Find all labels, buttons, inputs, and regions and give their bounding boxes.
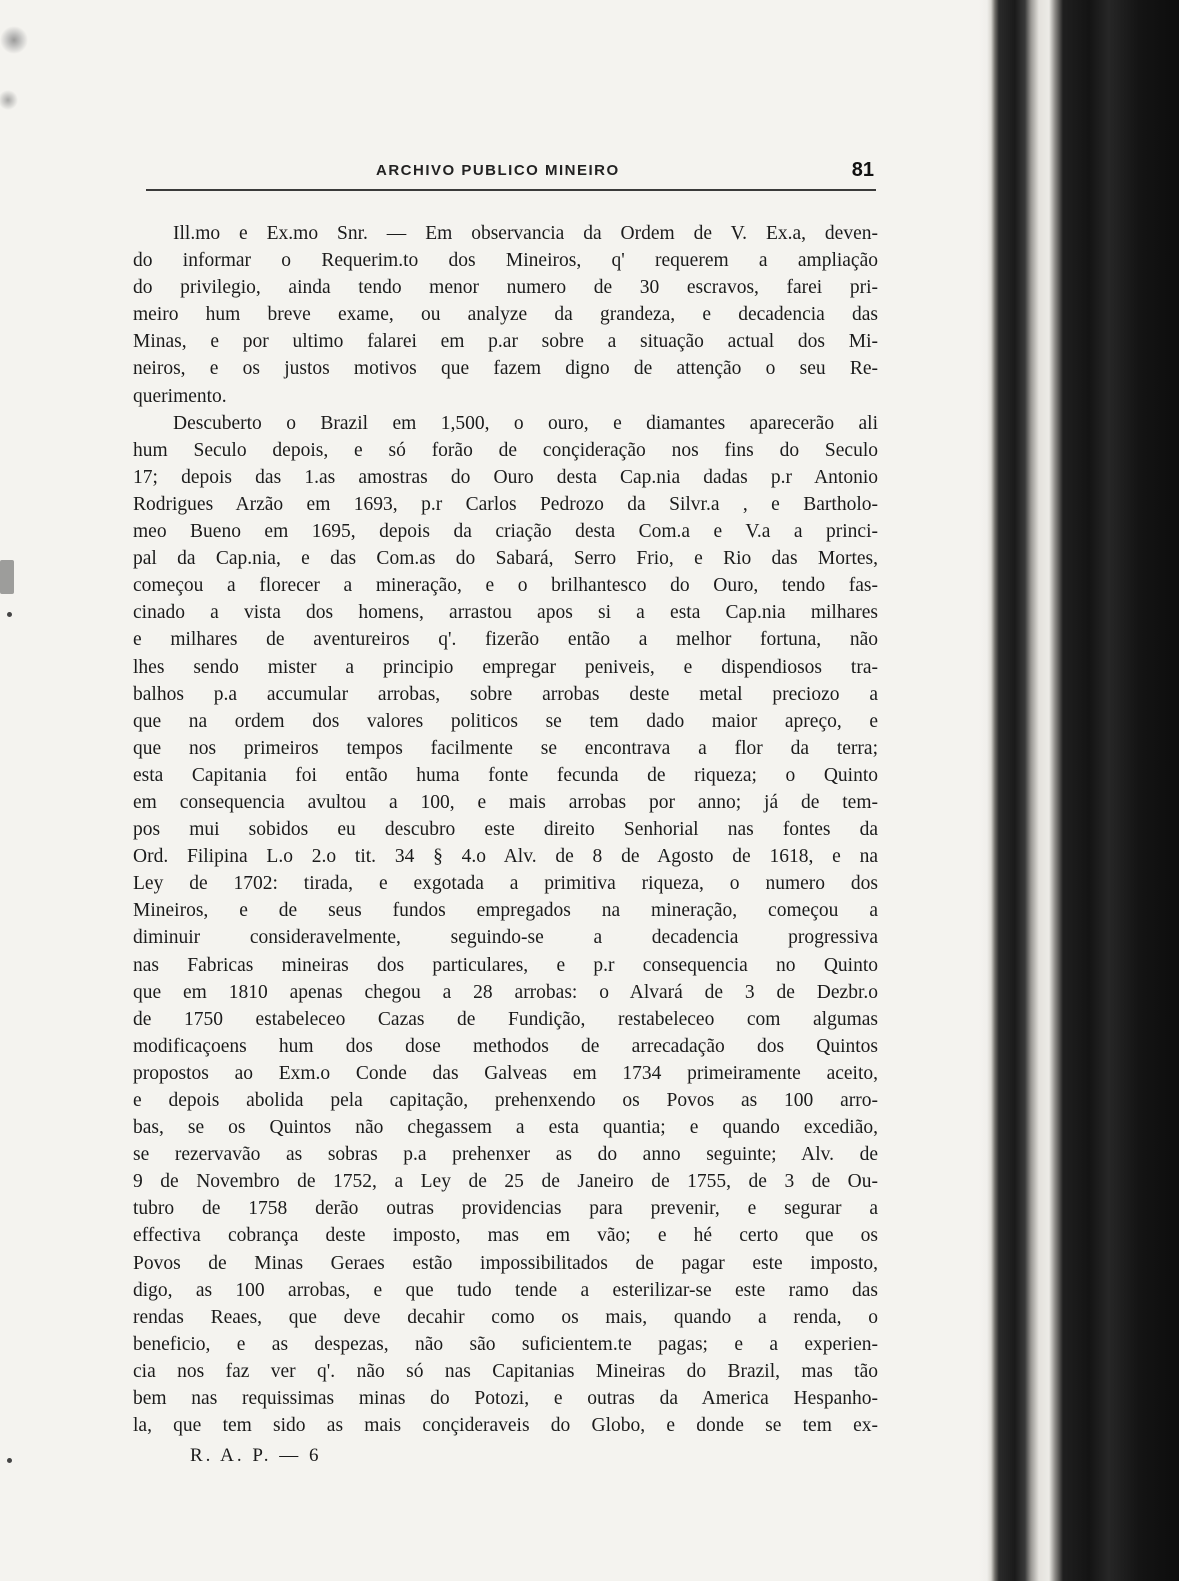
page-number: 81	[851, 159, 874, 181]
text-line: meiro hum breve exame, ou analyze da grandeza, e decadencia das	[133, 304, 878, 326]
scan-dot	[7, 612, 12, 617]
text-line: em consequencia avultou a 100, e mais arrobas por anno; já de tem-	[133, 791, 878, 813]
text-line: balhos p.a accumular arrobas, sobre arrobas deste metal preciozo a	[133, 683, 878, 705]
text-line: que na ordem dos valores politicos se tem dado maior apreço, e	[133, 710, 878, 732]
text-line: se rezervavão as sobras p.a prehenxer as do anno seguinte; Alv. de	[133, 1144, 878, 1166]
text-line: que nos primeiros tempos facilmente se encontrava a flor da terra;	[133, 737, 878, 759]
text-line: la, que tem sido as mais conçideraveis do Globo, e donde se tem ex-	[133, 1415, 878, 1437]
text-line: do informar o Requerim.to dos Mineiros, q' requerem a ampliação	[133, 250, 878, 272]
text-line: querimento.	[133, 385, 227, 407]
text-line: de 1750 estabeleceo Cazas de Fundição, restabeleceo com algumas	[133, 1008, 878, 1030]
text-line: Minas, e por ultimo falarei em p.ar sobre a situação actual dos Mi-	[133, 331, 878, 353]
text-line: Ord. Filipina L.o 2.o tit. 34 § 4.o Alv. de 8 de Agosto de 1618, e na	[133, 846, 878, 868]
text-line: Ley de 1702: tirada, e exgotada a primitiva riqueza, o numero dos	[133, 873, 878, 895]
text-line: diminuir consideravelmente, seguindo-se a decadencia progressiva	[133, 927, 878, 949]
text-line: pos mui sobidos eu descubro este direito Senhorial nas fontes da	[133, 819, 878, 841]
text-line: lhes sendo mister a principio empregar peniveis, e dispendiosos tra-	[133, 656, 878, 678]
text-line: effectiva cobrança deste imposto, mas em vão; e hé certo que os	[133, 1225, 878, 1247]
text-line: tubro de 1758 derão outras providencias para prevenir, e segurar a	[133, 1198, 878, 1220]
running-header-title: ARCHIVO PUBLICO MINEIRO	[376, 162, 620, 179]
text-line: Rodrigues Arzão em 1693, p.r Carlos Pedrozo da Silvr.a , e Bartholo-	[133, 493, 878, 515]
text-line: 9 de Novembro de 1752, a Ley de 25 de Janeiro de 1755, de 3 de Ou-	[133, 1171, 878, 1193]
text-line: começou a florecer a mineração, e o brilhantesco do Ouro, tendo fas-	[133, 575, 878, 597]
text-line: Descuberto o Brazil em 1,500, o ouro, e diamantes aparecerão ali	[173, 412, 878, 434]
text-line: digo, as 100 arrobas, e que tudo tende a esterilizar-se este ramo das	[133, 1279, 878, 1301]
text-line: e depois abolida pela capitação, prehenxendo os Povos as 100 arro-	[133, 1090, 878, 1111]
running-header	[146, 156, 882, 190]
text-line: e milhares de aventureiros q'. fizerão então a melhor fortuna, não	[133, 629, 878, 651]
text-line: Ill.mo e Ex.mo Snr. — Em observancia da Ordem de V. Ex.a, deven-	[173, 223, 878, 244]
text-line: cinado a vista dos homens, arrastou apos si a esta Cap.nia milhares	[133, 602, 878, 624]
text-line: cia nos faz ver q'. não só nas Capitanias Mineiras do Brazil, mas tão	[133, 1360, 878, 1382]
text-line: bem nas requissimas minas do Potozi, e outras da America Hespanho-	[133, 1388, 878, 1410]
scan-margin-mark	[0, 560, 14, 594]
text-line: do privilegio, ainda tendo menor numero de 30 escravos, farei pri-	[133, 277, 878, 299]
text-line: esta Capitania foi então huma fonte fecunda de riqueza; o Quinto	[133, 764, 878, 786]
header-rule	[146, 189, 876, 191]
text-line: propostos ao Exm.o Conde das Galveas em 1734 primeiramente aceito,	[133, 1062, 878, 1084]
text-line: neiros, e os justos motivos que fazem digno de attenção o seu Re-	[133, 358, 878, 380]
book-gutter-shadow	[979, 0, 1179, 1581]
text-line: meo Bueno em 1695, depois da criação desta Com.a e V.a a princi-	[133, 521, 878, 543]
text-line: Povos de Minas Geraes estão impossibilitados de pagar este imposto,	[133, 1252, 878, 1274]
text-line: 17; depois das 1.as amostras do Ouro desta Cap.nia dadas p.r Antonio	[133, 466, 878, 488]
text-line: beneficio, e as despezas, não são suficientem.te pagas; e a experien-	[133, 1333, 878, 1355]
text-line: rendas Reaes, que deve decahir como os mais, quando a renda, o	[133, 1306, 878, 1328]
text-line: Mineiros, e de seus fundos empregados na mineração, começou a	[133, 900, 878, 922]
text-line: nas Fabricas mineiras dos particulares, e p.r consequencia no Quinto	[133, 954, 878, 976]
text-line: que em 1810 apenas chegou a 28 arrobas: o Alvará de 3 de Dezbr.o	[133, 981, 878, 1003]
text-line: hum Seculo depois, e só forão de conçideração nos fins do Seculo	[133, 439, 878, 461]
text-line: pal da Cap.nia, e das Com.as do Sabará, Serro Frio, e Rio das Mortes,	[133, 548, 878, 570]
body-text	[133, 220, 878, 1439]
scan-dot	[7, 1458, 12, 1463]
signature-mark: R. A. P. — 6	[190, 1445, 322, 1466]
scan-speckle	[0, 0, 34, 130]
text-line: bas, se os Quintos não chegassem a esta quantia; e quando excedião,	[133, 1117, 878, 1139]
text-line: modificaçoens hum dos dose methodos de arrecadação dos Quintos	[133, 1035, 878, 1057]
